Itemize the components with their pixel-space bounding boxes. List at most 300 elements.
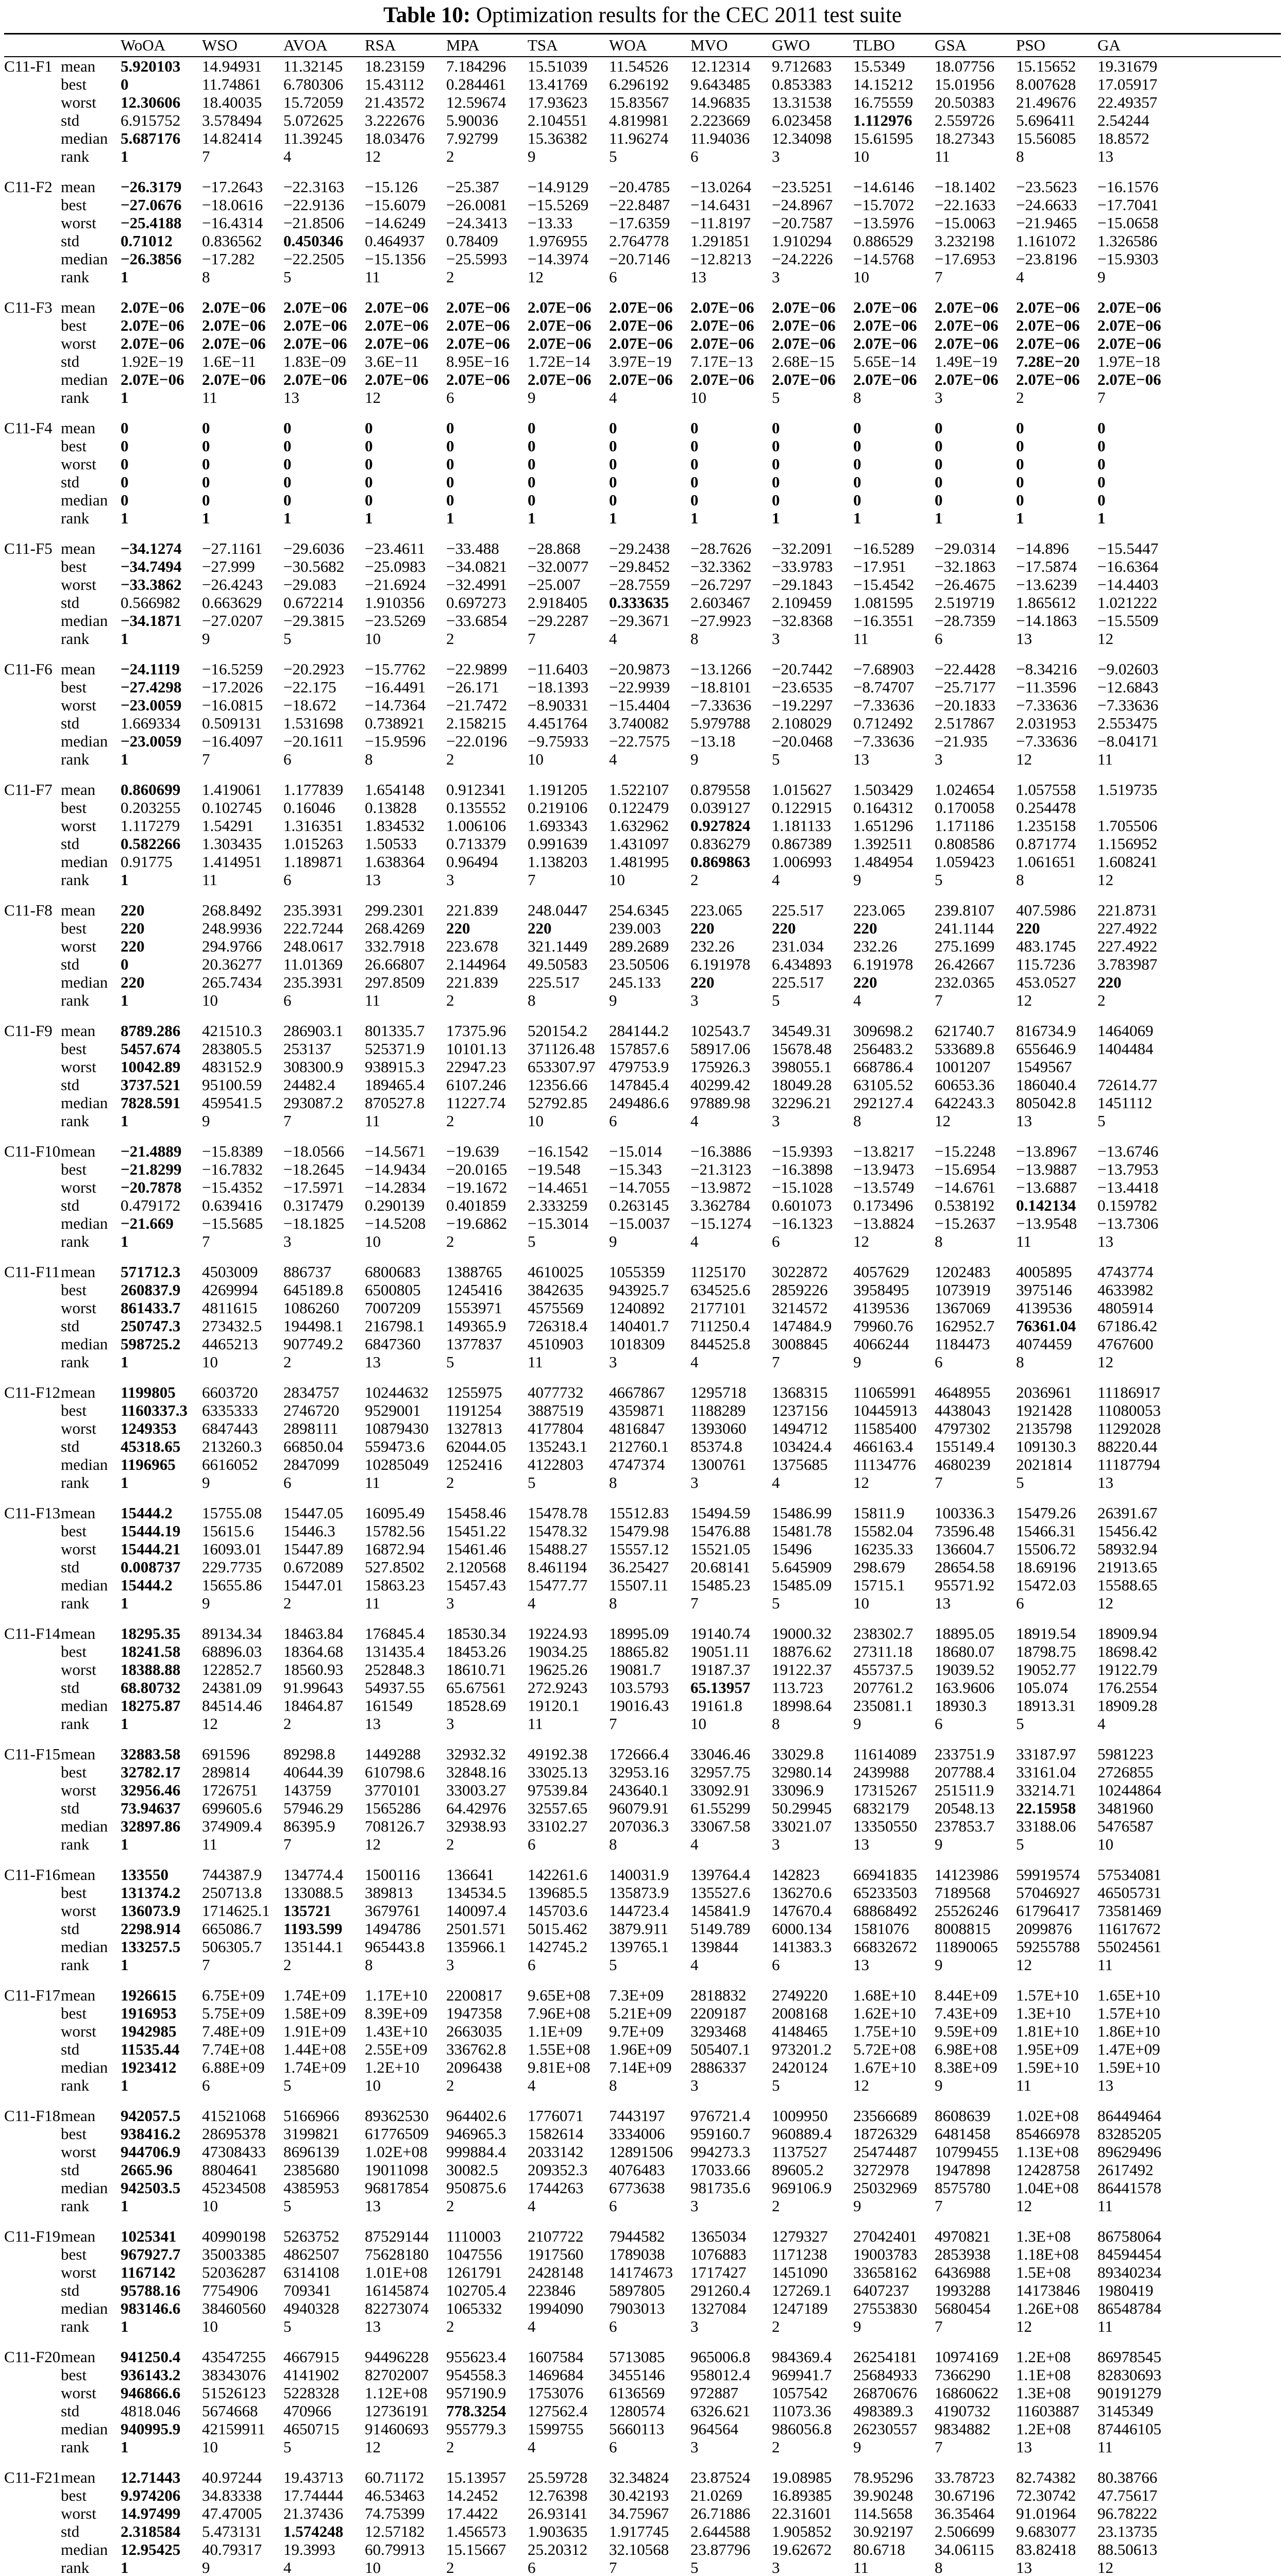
table-cell: 72.30742 bbox=[1016, 2486, 1076, 2504]
table-row bbox=[4, 232, 1281, 250]
problem-blank bbox=[4, 1178, 61, 1196]
table-cell: −22.9939 bbox=[609, 678, 670, 696]
table-cell: 0.853383 bbox=[772, 75, 832, 93]
table-cell: 466163.4 bbox=[853, 1437, 914, 1455]
table-cell: 1993288 bbox=[935, 2281, 991, 2299]
table-cell: 102705.4 bbox=[446, 2281, 506, 2299]
table-cell: 95788.16 bbox=[121, 2281, 181, 2299]
table-cell: 5 bbox=[528, 1473, 536, 1492]
table-cell: 972887 bbox=[690, 2384, 738, 2402]
table-cell: 15479.26 bbox=[1016, 1504, 1076, 1522]
problem-name: C11-F15 bbox=[4, 1745, 61, 1763]
table-cell: 483152.9 bbox=[202, 1058, 262, 1076]
table-cell: 142261.6 bbox=[528, 1866, 588, 1884]
table-cell: 65233503 bbox=[853, 1884, 917, 1902]
table-cell: 40.79317 bbox=[202, 2540, 262, 2558]
table-cell: 7 bbox=[935, 2317, 943, 2335]
table-cell: 46505731 bbox=[1097, 1884, 1161, 1902]
table-cell: 1.13E+08 bbox=[1016, 2143, 1079, 2161]
table-cell: 5.21E+09 bbox=[609, 2004, 672, 2022]
table-row bbox=[4, 1522, 1281, 1540]
table-cell: 4074459 bbox=[1016, 1335, 1072, 1353]
table-cell: 5.75E+09 bbox=[202, 2004, 265, 2022]
table-cell: 127269.1 bbox=[772, 2281, 832, 2299]
stat-label: rank bbox=[61, 871, 90, 889]
table-cell: 1.015263 bbox=[283, 835, 344, 853]
table-cell: 58932.94 bbox=[1097, 1540, 1158, 1558]
table-cell: 15.15667 bbox=[446, 2540, 506, 2558]
table-cell: 1726751 bbox=[202, 1781, 258, 1799]
table-cell: 4816847 bbox=[609, 1419, 665, 1437]
table-cell: −29.8452 bbox=[609, 557, 670, 575]
table-cell: 5 bbox=[283, 2076, 292, 2094]
header-tlbo: TLBO bbox=[853, 36, 895, 54]
table-cell: 533689.8 bbox=[935, 1040, 995, 1058]
table-cell: 4862507 bbox=[283, 2245, 340, 2263]
table-cell: 0 bbox=[446, 473, 454, 491]
table-cell: −22.0196 bbox=[446, 732, 508, 750]
table-row bbox=[4, 2281, 1281, 2299]
table-cell: 86758064 bbox=[1097, 2227, 1161, 2245]
table-cell: 946866.6 bbox=[121, 2384, 181, 2402]
stat-label: worst bbox=[61, 575, 96, 594]
stat-label: best bbox=[61, 1040, 87, 1058]
table-cell: 19.43713 bbox=[283, 2468, 344, 2486]
table-cell: 844525.8 bbox=[690, 1335, 751, 1353]
table-cell: 18.8572 bbox=[1097, 129, 1149, 147]
table-cell: 0.867389 bbox=[772, 835, 832, 853]
table-cell: 54937.55 bbox=[365, 1679, 425, 1697]
problem-blank bbox=[4, 750, 61, 768]
table-cell: 5 bbox=[1016, 1835, 1024, 1853]
table-cell: −18.1825 bbox=[283, 1214, 345, 1232]
problem-blank bbox=[4, 1817, 61, 1835]
table-cell: 5 bbox=[283, 268, 292, 286]
table-cell: 6616052 bbox=[202, 1455, 258, 1473]
table-row bbox=[4, 57, 1281, 75]
table-cell: 0.713379 bbox=[446, 835, 506, 853]
table-cell: 40644.39 bbox=[283, 1763, 344, 1781]
table-cell: 221.8731 bbox=[1097, 901, 1158, 919]
table-cell: −8.34216 bbox=[1016, 660, 1077, 678]
problem-blank bbox=[4, 232, 61, 250]
table-cell: 15444.2 bbox=[121, 1504, 173, 1522]
header-mpa: MPA bbox=[446, 36, 480, 54]
table-cell: 0.263145 bbox=[609, 1196, 669, 1214]
table-cell: 82.74382 bbox=[1016, 2468, 1076, 2486]
problem-blank bbox=[4, 955, 61, 973]
table-cell: 10 bbox=[609, 871, 625, 889]
table-cell: 7 bbox=[609, 1715, 617, 1733]
table-cell: 284144.2 bbox=[609, 1022, 669, 1040]
table-cell: 1.81E+10 bbox=[1016, 2022, 1079, 2040]
table-row bbox=[4, 1094, 1281, 1112]
table-cell: 10799455 bbox=[935, 2143, 999, 2161]
table-cell: 9 bbox=[609, 991, 617, 1009]
table-cell: 1.62E+10 bbox=[853, 2004, 916, 2022]
table-cell: −23.4611 bbox=[365, 539, 426, 557]
table-cell: 8 bbox=[365, 750, 373, 768]
table-cell: 1199805 bbox=[121, 1383, 176, 1401]
table-cell: 0.582266 bbox=[121, 835, 181, 853]
table-row bbox=[4, 2076, 1281, 2094]
table-cell: 1.86E+10 bbox=[1097, 2022, 1160, 2040]
table-cell: −28.868 bbox=[528, 539, 581, 557]
table-cell: −12.8213 bbox=[690, 250, 752, 268]
table-cell: 2 bbox=[446, 630, 454, 648]
table-cell: 816734.9 bbox=[1016, 1022, 1076, 1040]
problem-blank bbox=[4, 1715, 61, 1733]
table-cell: 1 bbox=[1016, 509, 1024, 527]
table-cell: 0 bbox=[365, 419, 373, 437]
problem-blank bbox=[4, 1884, 61, 1902]
problem-blank bbox=[4, 268, 61, 286]
table-cell: 27311.18 bbox=[853, 1642, 913, 1660]
table-cell: 157857.6 bbox=[609, 1040, 669, 1058]
table-cell: 965443.8 bbox=[365, 1938, 425, 1956]
table-cell: 10285049 bbox=[365, 1455, 429, 1473]
table-cell: −24.1119 bbox=[121, 660, 180, 678]
table-cell: 0.71012 bbox=[121, 232, 173, 250]
table-cell: 3.222676 bbox=[365, 111, 425, 129]
table-cell: 65.13957 bbox=[690, 1679, 751, 1697]
table-cell: 1 bbox=[121, 1956, 129, 1974]
table-cell: 6.023458 bbox=[772, 111, 832, 129]
table-cell: 8008815 bbox=[935, 1920, 991, 1938]
problem-blank bbox=[4, 871, 61, 889]
table-cell: −15.4404 bbox=[609, 696, 670, 714]
table-cell: 6 bbox=[528, 2558, 536, 2576]
table-cell: 870527.8 bbox=[365, 1094, 425, 1112]
problem-group bbox=[4, 2348, 1281, 2456]
table-cell: −13.9872 bbox=[690, 1178, 752, 1196]
problem-blank bbox=[4, 473, 61, 491]
table-cell: 4667915 bbox=[283, 2348, 340, 2366]
table-cell: 0 bbox=[1016, 491, 1024, 509]
problem-blank bbox=[4, 334, 61, 352]
table-cell: 2.07E−06 bbox=[690, 370, 754, 388]
table-cell: 1.6E−11 bbox=[202, 352, 257, 370]
table-cell: 11 bbox=[365, 991, 380, 1009]
table-cell: 18.40035 bbox=[202, 93, 262, 111]
table-cell: 0 bbox=[853, 491, 861, 509]
table-cell: 6326.621 bbox=[690, 2402, 751, 2420]
stat-label: rank bbox=[61, 630, 90, 648]
table-cell: −15.1274 bbox=[690, 1214, 752, 1232]
table-cell: 10 bbox=[365, 2558, 381, 2576]
table-cell: −14.5671 bbox=[365, 1142, 426, 1160]
table-cell: −16.5289 bbox=[853, 539, 915, 557]
table-cell: 0.039127 bbox=[690, 799, 751, 817]
table-cell: −20.4785 bbox=[609, 178, 670, 196]
table-cell: 216798.1 bbox=[365, 1317, 425, 1335]
table-cell: 1.74E+09 bbox=[283, 1986, 346, 2004]
table-cell: 3842635 bbox=[528, 1281, 584, 1299]
table-cell: −27.0676 bbox=[121, 196, 182, 214]
table-cell: 33029.8 bbox=[772, 1745, 824, 1763]
table-cell: 15494.59 bbox=[690, 1504, 751, 1522]
problem-blank bbox=[4, 1160, 61, 1178]
table-cell: −15.126 bbox=[365, 178, 418, 196]
table-cell: 16095.49 bbox=[365, 1504, 425, 1522]
table-cell: 1 bbox=[121, 1715, 129, 1733]
table-cell: 2.54244 bbox=[1097, 111, 1149, 129]
table-cell: 34549.31 bbox=[772, 1022, 832, 1040]
header-tsa: TSA bbox=[528, 36, 558, 54]
table-cell: 2107722 bbox=[528, 2227, 584, 2245]
table-cell: 7 bbox=[772, 1353, 780, 1371]
table-cell: 12428758 bbox=[1016, 2161, 1080, 2179]
table-cell: 134774.4 bbox=[283, 1866, 344, 1884]
problem-blank bbox=[4, 2540, 61, 2558]
table-cell: 941250.4 bbox=[121, 2348, 181, 2366]
table-cell: −14.6146 bbox=[853, 178, 915, 196]
table-cell: 14.82414 bbox=[202, 129, 262, 147]
table-cell: 5 bbox=[1097, 1112, 1106, 1130]
table-cell: 1.47E+09 bbox=[1097, 2040, 1160, 2058]
table-cell: 40.97244 bbox=[202, 2468, 262, 2486]
table-cell: 30.67196 bbox=[935, 2486, 995, 2504]
table-row bbox=[4, 2558, 1281, 2576]
table-cell: 4650715 bbox=[283, 2420, 340, 2438]
table-cell: 571712.3 bbox=[121, 1263, 181, 1281]
table-cell: 6847360 bbox=[365, 1335, 421, 1353]
table-cell: 11.01369 bbox=[283, 955, 343, 973]
table-row bbox=[4, 1401, 1281, 1419]
table-cell: −15.1356 bbox=[365, 250, 426, 268]
table-cell: 220 bbox=[690, 919, 715, 937]
table-cell: 0.401859 bbox=[446, 1196, 506, 1214]
table-cell: 45234508 bbox=[202, 2179, 266, 2197]
table-cell: 47.75617 bbox=[1097, 2486, 1158, 2504]
table-cell: 17.93623 bbox=[528, 93, 588, 111]
table-cell: 0.173496 bbox=[853, 1196, 914, 1214]
table-cell: 999884.4 bbox=[446, 2143, 506, 2161]
table-cell: 2439988 bbox=[853, 1763, 909, 1781]
table-cell: 1 bbox=[121, 630, 129, 648]
table-cell: 11.39245 bbox=[283, 129, 343, 147]
table-cell: 1.1E+08 bbox=[1016, 2366, 1071, 2384]
table-cell: 1.02E+08 bbox=[1016, 2107, 1079, 2125]
table-cell: 42159911 bbox=[202, 2420, 265, 2438]
table-cell: 109130.3 bbox=[1016, 1437, 1076, 1455]
problem-name: C11-F10 bbox=[4, 1142, 61, 1160]
table-cell: 2.07E−06 bbox=[365, 298, 429, 316]
table-cell: 7 bbox=[935, 268, 943, 286]
table-cell: 2298.914 bbox=[121, 1920, 181, 1938]
problem-blank bbox=[4, 111, 61, 129]
table-cell: 12 bbox=[853, 1473, 869, 1492]
table-cell: 66832672 bbox=[853, 1938, 917, 1956]
problem-blank bbox=[4, 1763, 61, 1781]
header-row bbox=[4, 35, 1281, 56]
header-gsa: GSA bbox=[935, 36, 967, 54]
table-cell: 10 bbox=[853, 268, 869, 286]
table-cell: 12 bbox=[1016, 1956, 1032, 1974]
table-cell: 4667867 bbox=[609, 1383, 665, 1401]
table-cell: 60653.36 bbox=[935, 1076, 995, 1094]
table-cell: 0.836279 bbox=[690, 835, 751, 853]
table-row bbox=[4, 437, 1281, 455]
problem-name: C11-F13 bbox=[4, 1504, 61, 1522]
table-cell: 3770101 bbox=[365, 1781, 421, 1799]
table-cell: 32938.93 bbox=[446, 1817, 506, 1835]
table-cell: 1607584 bbox=[528, 2348, 584, 2366]
problem-blank bbox=[4, 799, 61, 817]
table-cell: 8.007628 bbox=[1016, 75, 1076, 93]
table-cell: 1295718 bbox=[690, 1383, 747, 1401]
table-cell: 33102.27 bbox=[528, 1817, 588, 1835]
table-cell: 103.5793 bbox=[609, 1679, 669, 1697]
table-cell: 7.28E−20 bbox=[1016, 352, 1080, 370]
problem-blank bbox=[4, 147, 61, 165]
problem-blank bbox=[4, 1920, 61, 1938]
table-cell: 60.71172 bbox=[365, 2468, 425, 2486]
table-cell: 1.181133 bbox=[772, 817, 832, 835]
table-row bbox=[4, 455, 1281, 473]
table-cell: −14.3974 bbox=[528, 250, 589, 268]
table-cell: 86395.9 bbox=[283, 1817, 335, 1835]
table-cell: 6 bbox=[283, 750, 292, 768]
table-cell: 4359871 bbox=[609, 1401, 665, 1419]
table-row bbox=[4, 334, 1281, 352]
table-cell: −19.639 bbox=[446, 1142, 499, 1160]
table-cell: 7.96E+08 bbox=[528, 2004, 590, 2022]
table-cell: 0.284461 bbox=[446, 75, 506, 93]
table-cell: 3 bbox=[690, 2076, 699, 2094]
table-cell: 11 bbox=[528, 1715, 543, 1733]
table-cell: −32.0077 bbox=[528, 557, 589, 575]
table-cell: 20548.13 bbox=[935, 1799, 995, 1817]
table-cell: −16.6364 bbox=[1097, 557, 1159, 575]
table-cell: 1.235158 bbox=[1016, 817, 1076, 835]
table-cell: 21.43572 bbox=[365, 93, 425, 111]
table-cell: 4269994 bbox=[202, 1281, 258, 1299]
header-mvo: MVO bbox=[690, 36, 728, 54]
table-cell: 5713085 bbox=[609, 2348, 665, 2366]
table-cell: −13.18 bbox=[690, 732, 736, 750]
stat-label: std bbox=[61, 111, 80, 129]
table-cell: 3.783987 bbox=[1097, 955, 1158, 973]
table-cell: 407.5986 bbox=[1016, 901, 1076, 919]
table-cell: 18.03476 bbox=[365, 129, 425, 147]
table-cell: 498389.3 bbox=[853, 2402, 914, 2420]
table-cell: 1.59E+10 bbox=[1016, 2058, 1079, 2076]
table-cell: 10 bbox=[365, 2076, 381, 2094]
table-cell: 4 bbox=[1097, 1715, 1106, 1733]
table-row bbox=[4, 1660, 1281, 1679]
table-cell: 3 bbox=[690, 2438, 699, 2456]
table-cell: 5 bbox=[772, 991, 780, 1009]
table-cell: 1.44E+08 bbox=[283, 2040, 346, 2058]
table-cell: −29.1843 bbox=[772, 575, 833, 594]
table-cell: 89340234 bbox=[1097, 2263, 1161, 2281]
problem-blank bbox=[4, 2161, 61, 2179]
table-cell: 18.27343 bbox=[935, 129, 995, 147]
table-cell: 1.608241 bbox=[1097, 853, 1158, 871]
table-cell: 145703.6 bbox=[528, 1902, 588, 1920]
table-cell: 2746720 bbox=[283, 1401, 340, 1419]
table-cell: 2.68E−15 bbox=[772, 352, 835, 370]
table-cell: 10 bbox=[202, 991, 218, 1009]
table-cell: 1.651296 bbox=[853, 817, 914, 835]
table-cell: 7.3E+09 bbox=[609, 1986, 664, 2004]
table-cell: 1582614 bbox=[528, 2125, 584, 2143]
stat-label: worst bbox=[61, 334, 96, 352]
problem-blank bbox=[4, 2076, 61, 2094]
table-cell: 6 bbox=[283, 991, 292, 1009]
table-cell: −13.9473 bbox=[853, 1160, 915, 1178]
table-cell: 18876.62 bbox=[772, 1642, 832, 1660]
table-cell: 371126.48 bbox=[528, 1040, 595, 1058]
table-cell: 11 bbox=[1097, 2438, 1113, 2456]
table-cell: 32883.58 bbox=[121, 1745, 181, 1763]
table-cell: 986056.8 bbox=[772, 2420, 832, 2438]
table-cell: 1947358 bbox=[446, 2004, 502, 2022]
table-cell: 6.191978 bbox=[690, 955, 751, 973]
table-cell: 114.5658 bbox=[853, 2504, 913, 2522]
table-cell: 5981223 bbox=[1097, 1745, 1154, 1763]
table-cell: 14.94931 bbox=[202, 57, 262, 75]
problem-group bbox=[4, 1142, 1281, 1250]
stat-label: worst bbox=[61, 817, 96, 835]
table-cell: 0 bbox=[609, 455, 617, 473]
table-row bbox=[4, 352, 1281, 370]
table-cell: 283805.5 bbox=[202, 1040, 262, 1058]
table-cell: 4811615 bbox=[202, 1299, 258, 1317]
table-cell: −22.2505 bbox=[283, 250, 345, 268]
table-cell: 1.67E+10 bbox=[853, 2058, 916, 2076]
table-cell: 11 bbox=[1016, 1232, 1032, 1250]
table-cell: 527.8502 bbox=[365, 1558, 425, 1576]
table-cell: 8 bbox=[609, 1473, 617, 1492]
table-cell: 3 bbox=[446, 1715, 454, 1733]
table-cell: −32.1863 bbox=[935, 557, 996, 575]
table-cell: 1.97E−18 bbox=[1097, 352, 1160, 370]
table-cell: 5.979788 bbox=[690, 714, 751, 732]
table-cell: 1451112 bbox=[1097, 1094, 1153, 1112]
table-cell: 2099876 bbox=[1016, 1920, 1072, 1938]
table-cell: 26391.67 bbox=[1097, 1504, 1158, 1522]
table-cell: 8608639 bbox=[935, 2107, 991, 2125]
table-cell: 1 bbox=[121, 2558, 129, 2576]
table-cell: 1.057558 bbox=[1016, 781, 1076, 799]
table-cell: 83.82418 bbox=[1016, 2540, 1076, 2558]
table-cell: 0 bbox=[121, 75, 129, 93]
table-cell: 1.519735 bbox=[1097, 781, 1158, 799]
table-cell: 17.4422 bbox=[446, 2504, 498, 2522]
stat-label: worst bbox=[61, 2143, 96, 2161]
table-cell: −15.7072 bbox=[853, 196, 915, 214]
table-cell: 11080053 bbox=[1097, 1401, 1161, 1419]
table-cell: −29.083 bbox=[283, 575, 336, 594]
problem-name: C11-F14 bbox=[4, 1624, 61, 1642]
table-cell: 15477.77 bbox=[528, 1576, 588, 1594]
table-cell: 235.3931 bbox=[283, 901, 344, 919]
table-cell: 220 bbox=[446, 919, 470, 937]
table-cell: 4190732 bbox=[935, 2402, 991, 2420]
problem-group bbox=[4, 298, 1281, 406]
table-cell: 2 bbox=[446, 750, 454, 768]
table-cell: −13.9887 bbox=[1016, 1160, 1077, 1178]
table-row bbox=[4, 1353, 1281, 1371]
table-cell: 25.59728 bbox=[528, 2468, 588, 2486]
table-cell: 2.07E−06 bbox=[121, 316, 184, 334]
table-row bbox=[4, 2263, 1281, 2281]
problem-blank bbox=[4, 612, 61, 630]
problem-blank bbox=[4, 835, 61, 853]
stat-label: rank bbox=[61, 991, 90, 1009]
